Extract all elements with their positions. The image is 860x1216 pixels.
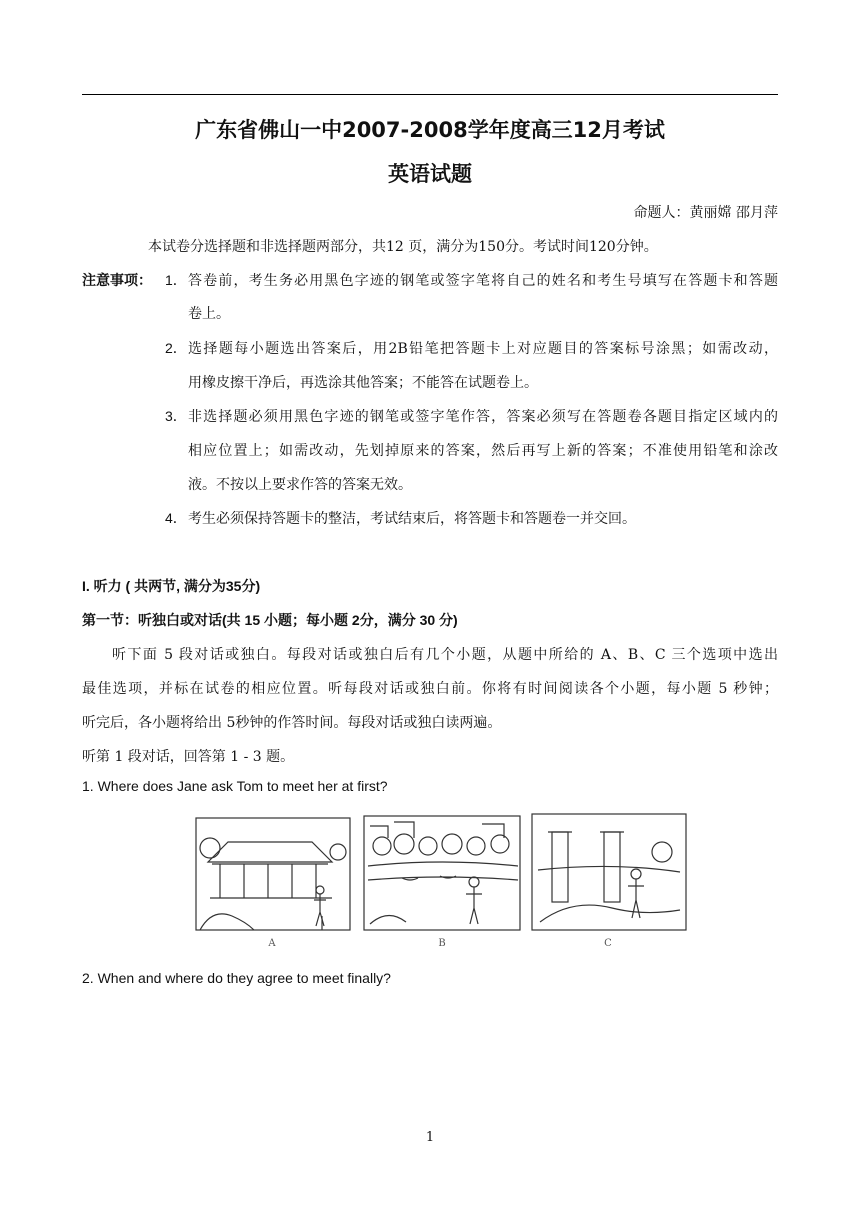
- dialog-instruction: 听第 1 段对话，回答第 1 - 3 题。: [82, 749, 295, 765]
- author-line: 命题人：黄丽嫦 邵月萍: [633, 205, 778, 221]
- note-line: 相应位置上；如需改动，先划掉原来的答案，然后再写上新的答案；不准使用铅笔和涂改: [188, 443, 778, 459]
- note-line: 答卷前，考生务必用黑色字迹的钢笔或签字笔将自己的姓名和考生号填写在答题卡和答题: [188, 273, 778, 289]
- note-number: 3．: [165, 408, 187, 424]
- picture-label: A: [268, 938, 276, 949]
- notes-label: 注意事项：: [82, 273, 152, 289]
- exam-subtitle: 英语试题: [388, 162, 472, 186]
- directions-line: 听下面 5 段对话或独白。每段对话或独白后有几个小题，从题中所给的 A、B、C 三个选项中选出: [112, 647, 778, 663]
- note-number: 2．: [165, 340, 187, 356]
- note-line: 用橡皮擦干净后，再选涂其他答案；不能答在试题卷上。: [188, 375, 538, 391]
- picture-a: [196, 818, 350, 930]
- question-2: 2. When and where do they agree to meet finally?: [82, 970, 391, 986]
- answer-pictures: [192, 812, 688, 950]
- picture-c: [532, 814, 686, 930]
- directions-line: 最佳选项，并标在试卷的相应位置。听每段对话或独白前。你将有时间阅读各个小题，每小题 5 秒钟；: [82, 681, 778, 697]
- picture-label: C: [604, 938, 612, 949]
- directions-line: 听完后，各小题将给出 5秒钟的作答时间。每段对话或独白读两遍。: [82, 715, 502, 731]
- note-line: 液。不按以上要求作答的答案无效。: [188, 477, 412, 493]
- note-line: 非选择题必须用黑色字迹的钢笔或签字笔作答，答案必须写在答题卷各题目指定区域内的: [188, 409, 778, 425]
- picture-label: B: [438, 938, 446, 949]
- question-1: 1. Where does Jane ask Tom to meet her at first?: [82, 778, 388, 794]
- part-heading: 第一节：听独白或对话(共 15 小题；每小题 2分，满分 30 分): [82, 612, 458, 628]
- note-line: 卷上。: [188, 306, 230, 322]
- page-number: 1: [425, 1130, 435, 1145]
- top-rule: [82, 94, 778, 95]
- note-number: 1．: [165, 272, 187, 288]
- note-line: 选择题每小题选出答案后，用2B铅笔把答题卡上对应题目的答案标号涂黑；如需改动，: [188, 341, 778, 357]
- note-line: 考生必须保持答题卡的整洁，考试结束后，将答题卡和答题卷一并交回。: [188, 511, 636, 527]
- intro-text: 本试卷分选择题和非选择题两部分，共12 页，满分为150分。考试时间120分钟。: [148, 239, 658, 255]
- note-number: 4．: [165, 510, 187, 526]
- picture-b: [364, 816, 520, 930]
- exam-title: 广东省佛山一中2007-2008学年度高三12月考试: [195, 118, 665, 142]
- section-heading: I. 听力 ( 共两节, 满分为35分): [82, 578, 261, 594]
